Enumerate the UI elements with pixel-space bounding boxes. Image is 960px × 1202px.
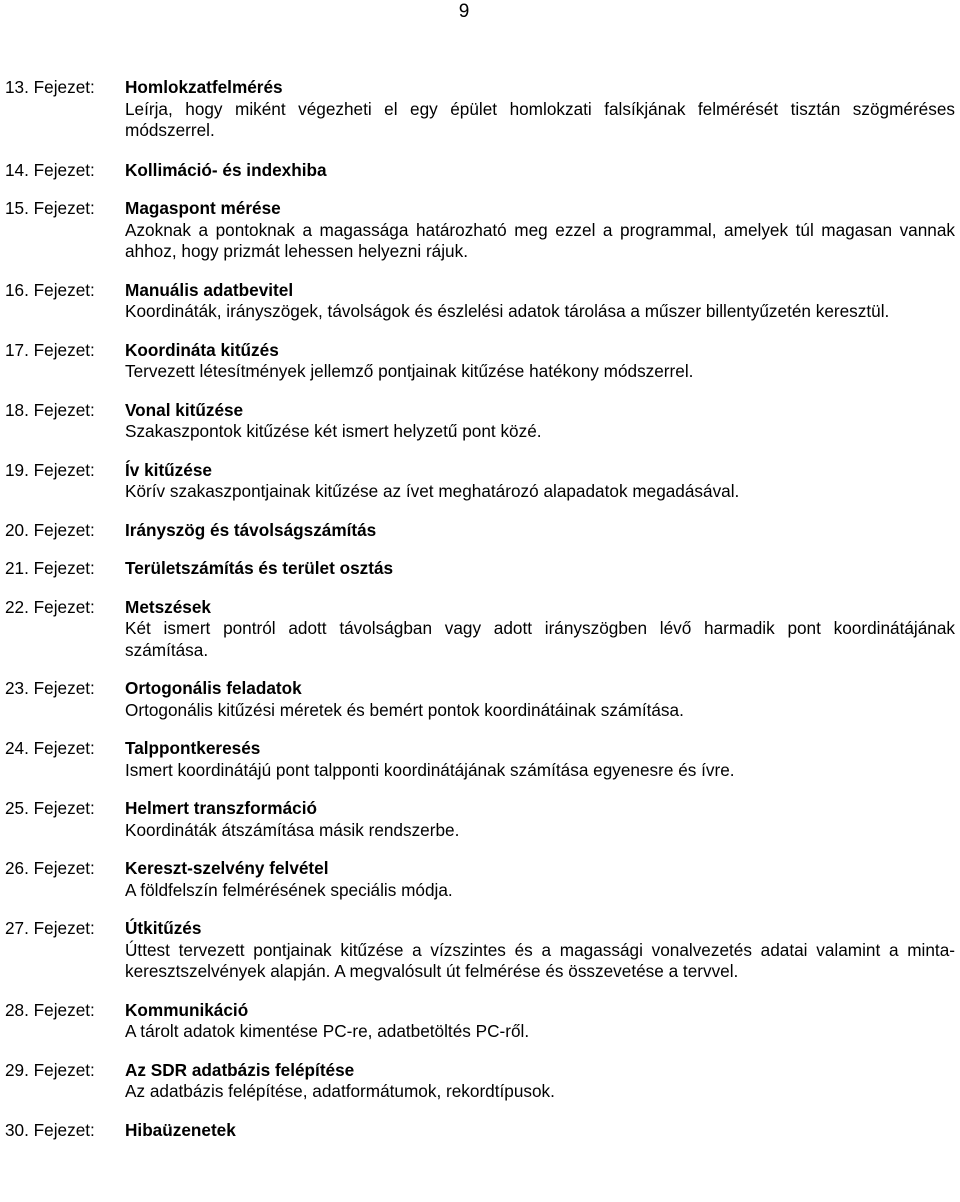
chapter-label: 29. Fejezet: (5, 1059, 95, 1080)
chapter-description: A földfelszín felmérésének speciális módja. (125, 879, 453, 900)
chapter-label: 18. Fejezet: (5, 399, 95, 420)
chapter-body (125, 400, 955, 443)
chapter-body (125, 918, 955, 983)
chapter-entry (5, 678, 955, 721)
chapter-description: Az adatbázis felépítése, adatformátumok, rekordtípusok. (125, 1081, 555, 1101)
chapter-title: Az SDR adatbázis felépítése (125, 1059, 355, 1080)
chapter-entry (5, 198, 955, 263)
chapter-entry (5, 1000, 955, 1043)
chapter-description: Azoknak a pontoknak a magassága határozható meg ezzel a programmal, amelyek túl magasan vannak ahhoz, hogy prizmát lehessen helyezni rájuk. (125, 219, 955, 261)
chapter-entry (5, 520, 955, 542)
chapter-label: 27. Fejezet: (5, 918, 95, 938)
chapter-label: 24. Fejezet: (5, 738, 95, 758)
chapter-label: 15. Fejezet: (5, 198, 95, 218)
chapter-entry (5, 280, 955, 323)
chapter-list (5, 77, 955, 1141)
chapter-body (125, 597, 955, 662)
chapter-entry (5, 558, 955, 580)
chapter-title: Manuális adatbevitel (125, 279, 294, 300)
chapter-entry (5, 798, 955, 841)
chapter-label: 26. Fejezet: (5, 858, 95, 878)
chapter-entry (5, 1060, 955, 1103)
chapter-body (125, 280, 955, 323)
chapter-description: Úttest tervezett pontjainak kitűzése a vízszintes és a magassági vonalvezetés adatai valamint a minta-keresztszelvények alapján. A megvalósult út felmérése és összevetése a tervvel. (125, 939, 955, 981)
chapter-label: 21. Fejezet: (5, 558, 95, 578)
chapter-entry (5, 918, 955, 983)
chapter-description: Ortogonális kitűzési méretek és bemért pontok koordinátáinak számítása. (125, 699, 684, 720)
chapter-title: Vonal kitűzése (125, 399, 244, 420)
chapter-title: Talppontkeresés (125, 738, 261, 758)
chapter-title: Koordináta kitűzés (125, 339, 279, 360)
chapter-entry (5, 340, 955, 383)
chapter-description: Szakaszpontok kitűzése két ismert helyzetű pont közé. (125, 421, 542, 441)
chapter-label: 17. Fejezet: (5, 339, 95, 360)
page-number: 9 (458, 1, 470, 22)
chapter-title: Helmert transzformáció (125, 798, 317, 818)
chapter-description: Leírja, hogy miként végezheti el egy épület homlokzati falsíkjának felmérését tisztán szögméréses módszerrel. (125, 98, 955, 140)
chapter-body (125, 558, 955, 580)
chapter-title: Útkitűzés (125, 918, 202, 938)
chapter-body (125, 460, 955, 503)
chapter-body (125, 858, 955, 901)
chapter-title: Metszések (125, 596, 211, 617)
chapter-body (125, 198, 955, 263)
chapter-description: Ismert koordinátájú pont talpponti koordinátájának számítása egyenesre és ívre. (125, 759, 735, 780)
chapter-body (125, 1060, 955, 1103)
chapter-entry (5, 460, 955, 503)
chapter-entry (5, 400, 955, 443)
chapter-title: Kommunikáció (125, 999, 249, 1020)
chapter-entry (5, 160, 955, 182)
chapter-title: Ív kitűzése (125, 459, 212, 480)
chapter-description: Tervezett létesítmények jellemző pontjainak kitűzése hatékony módszerrel. (125, 361, 694, 381)
chapter-label: 25. Fejezet: (5, 798, 95, 818)
chapter-body (125, 678, 955, 721)
chapter-entry (5, 77, 955, 142)
chapter-body (125, 520, 955, 542)
chapter-title: Ortogonális feladatok (125, 678, 302, 698)
chapter-body (125, 77, 955, 142)
chapter-title: Hibaüzenetek (125, 1119, 236, 1140)
chapter-title: Területszámítás és terület osztás (125, 558, 394, 578)
chapter-body (125, 738, 955, 781)
chapter-label: 23. Fejezet: (5, 678, 95, 698)
chapter-title: Kollimáció- és indexhiba (125, 159, 327, 180)
chapter-entry (5, 1120, 955, 1142)
chapter-label: 20. Fejezet: (5, 519, 95, 540)
chapter-label: 13. Fejezet: (5, 77, 95, 97)
chapter-body (125, 798, 955, 841)
chapter-description: Koordináták átszámítása másik rendszerbe. (125, 819, 460, 840)
chapter-body (125, 1000, 955, 1043)
chapter-entry (5, 597, 955, 662)
chapter-entry (5, 738, 955, 781)
chapter-label: 30. Fejezet: (5, 1119, 95, 1140)
chapter-body (125, 340, 955, 383)
chapter-label: 16. Fejezet: (5, 279, 95, 300)
chapter-description: Körív szakaszpontjainak kitűzése az ívet meghatározó alapadatok megadásával. (125, 481, 740, 501)
chapter-label: 14. Fejezet: (5, 159, 95, 180)
chapter-title: Homlokzatfelmérés (125, 77, 283, 97)
chapter-title: Irányszög és távolságszámítás (125, 519, 377, 540)
chapter-label: 19. Fejezet: (5, 459, 95, 480)
chapter-description: Két ismert pontról adott távolságban vagy adott irányszögben lévő harmadik pont koordinátájának számítása. (125, 618, 955, 660)
chapter-body (125, 1120, 955, 1142)
chapter-title: Magaspont mérése (125, 198, 281, 218)
chapter-label: 28. Fejezet: (5, 999, 95, 1020)
chapter-label: 22. Fejezet: (5, 596, 95, 617)
chapter-title: Kereszt-szelvény felvétel (125, 858, 329, 878)
chapter-entry (5, 858, 955, 901)
chapter-body (125, 160, 955, 182)
chapter-description: A tárolt adatok kimentése PC-re, adatbetöltés PC-ről. (125, 1021, 530, 1041)
chapter-description: Koordináták, irányszögek, távolságok és észlelési adatok tárolása a műszer billentyűzetén keresztül. (125, 301, 890, 321)
